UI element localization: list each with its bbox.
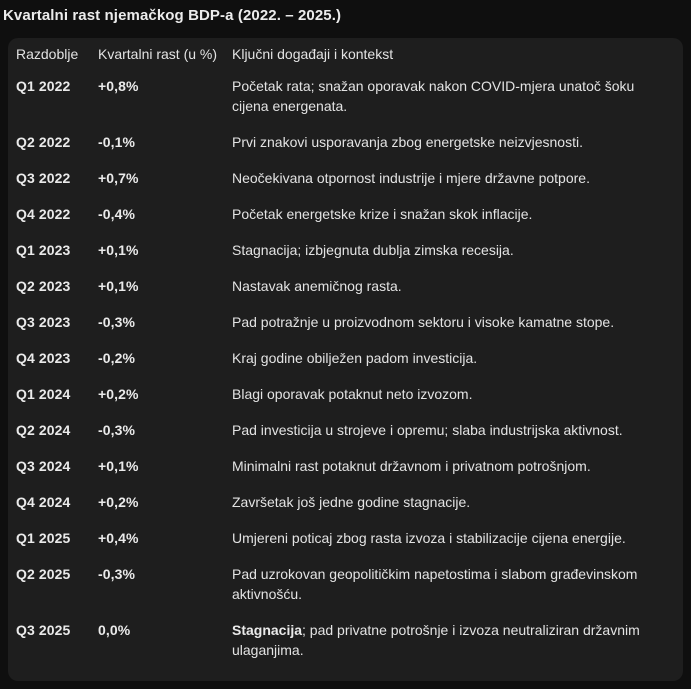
period-cell: Q4 2024: [16, 494, 71, 510]
description-cell: Prvi znakovi usporavanja zbog energetske neizvjesnosti.: [232, 134, 583, 150]
table-row: [8, 412, 683, 448]
description-cell: Stagnacija; pad privatne potrošnje i izvoza neutraliziran državnim ulaganjima.: [232, 622, 640, 658]
table-row: [8, 196, 683, 232]
period-cell: Q3 2022: [16, 170, 71, 186]
description-cell: Minimalni rast potaknut državnom i privatnom potrošnjom.: [232, 458, 591, 474]
growth-cell: 0,0%: [98, 622, 131, 638]
period-cell: Q3 2025: [16, 622, 71, 638]
period-cell: Q2 2022: [16, 134, 71, 150]
description-cell: Blagi oporavak potaknut neto izvozom.: [232, 386, 473, 402]
table-row: [8, 556, 683, 612]
table-row: [8, 448, 683, 484]
table-row: [8, 304, 683, 340]
period-cell: Q1 2022: [16, 78, 71, 94]
description-cell: Neočekivana otpornost industrije i mjere državne potpore.: [232, 170, 590, 186]
period-cell: Q1 2023: [16, 242, 71, 258]
growth-cell: +0,4%: [98, 530, 139, 546]
growth-cell: -0,4%: [98, 206, 136, 222]
table-body: [8, 68, 683, 668]
table-row: [8, 124, 683, 160]
description-cell: Nastavak anemičnog rasta.: [232, 278, 402, 294]
period-cell: Q2 2023: [16, 278, 71, 294]
column-header-events: Ključni događaji i kontekst: [232, 46, 394, 62]
description-cell: Pad investicija u strojeve i opremu; slaba industrijska aktivnost.: [232, 422, 623, 438]
period-cell: Q2 2024: [16, 422, 71, 438]
table-row: [8, 612, 683, 668]
description-cell: Početak energetske krize i snažan skok inflacije.: [232, 206, 533, 222]
growth-cell: +0,1%: [98, 278, 139, 294]
description-cell: Stagnacija; izbjegnuta dublja zimska recesija.: [232, 242, 514, 258]
growth-cell: +0,1%: [98, 242, 139, 258]
growth-cell: +0,1%: [98, 458, 139, 474]
period-cell: Q4 2022: [16, 206, 71, 222]
table-row: [8, 268, 683, 304]
table-row: [8, 340, 683, 376]
gdp-table-panel: [8, 38, 683, 681]
table-row: [8, 520, 683, 556]
table-row: [8, 160, 683, 196]
gdp-growth-table: [8, 38, 683, 668]
period-cell: Q2 2025: [16, 566, 71, 582]
column-header-growth: Kvartalni rast (u %): [98, 46, 218, 62]
period-cell: Q1 2025: [16, 530, 71, 546]
period-cell: Q1 2024: [16, 386, 71, 402]
period-cell: Q3 2024: [16, 458, 71, 474]
growth-cell: -0,1%: [98, 134, 136, 150]
table-header: [8, 38, 683, 68]
growth-cell: +0,2%: [98, 386, 139, 402]
table-row: [8, 68, 683, 124]
header-row: [8, 38, 683, 68]
description-cell: Umjereni poticaj zbog rasta izvoza i stabilizacije cijena energije.: [232, 530, 626, 546]
description-cell: Završetak još jedne godine stagnacije.: [232, 494, 471, 510]
column-header-period: Razdoblje: [16, 46, 79, 62]
period-cell: Q3 2023: [16, 314, 71, 330]
growth-cell: -0,3%: [98, 566, 136, 582]
growth-cell: -0,2%: [98, 350, 136, 366]
description-cell: Početak rata; snažan oporavak nakon COVID-mjera unatoč šoku cijena energenata.: [232, 78, 635, 114]
table-row: [8, 232, 683, 268]
growth-cell: +0,8%: [98, 78, 139, 94]
period-cell: Q4 2023: [16, 350, 71, 366]
description-cell: Kraj godine obilježen padom investicija.: [232, 350, 478, 366]
description-cell: Pad uzrokovan geopolitičkim napetostima i slabom građevinskom aktivnošću.: [232, 566, 638, 602]
growth-cell: +0,7%: [98, 170, 139, 186]
description-cell: Pad potražnje u proizvodnom sektoru i visoke kamatne stope.: [232, 314, 615, 330]
table-row: [8, 484, 683, 520]
growth-cell: -0,3%: [98, 314, 136, 330]
table-row: [8, 376, 683, 412]
growth-cell: +0,2%: [98, 494, 139, 510]
growth-cell: -0,3%: [98, 422, 136, 438]
page-title: Kvartalni rast njemačkog BDP-a (2022. – 2025.): [3, 7, 342, 24]
